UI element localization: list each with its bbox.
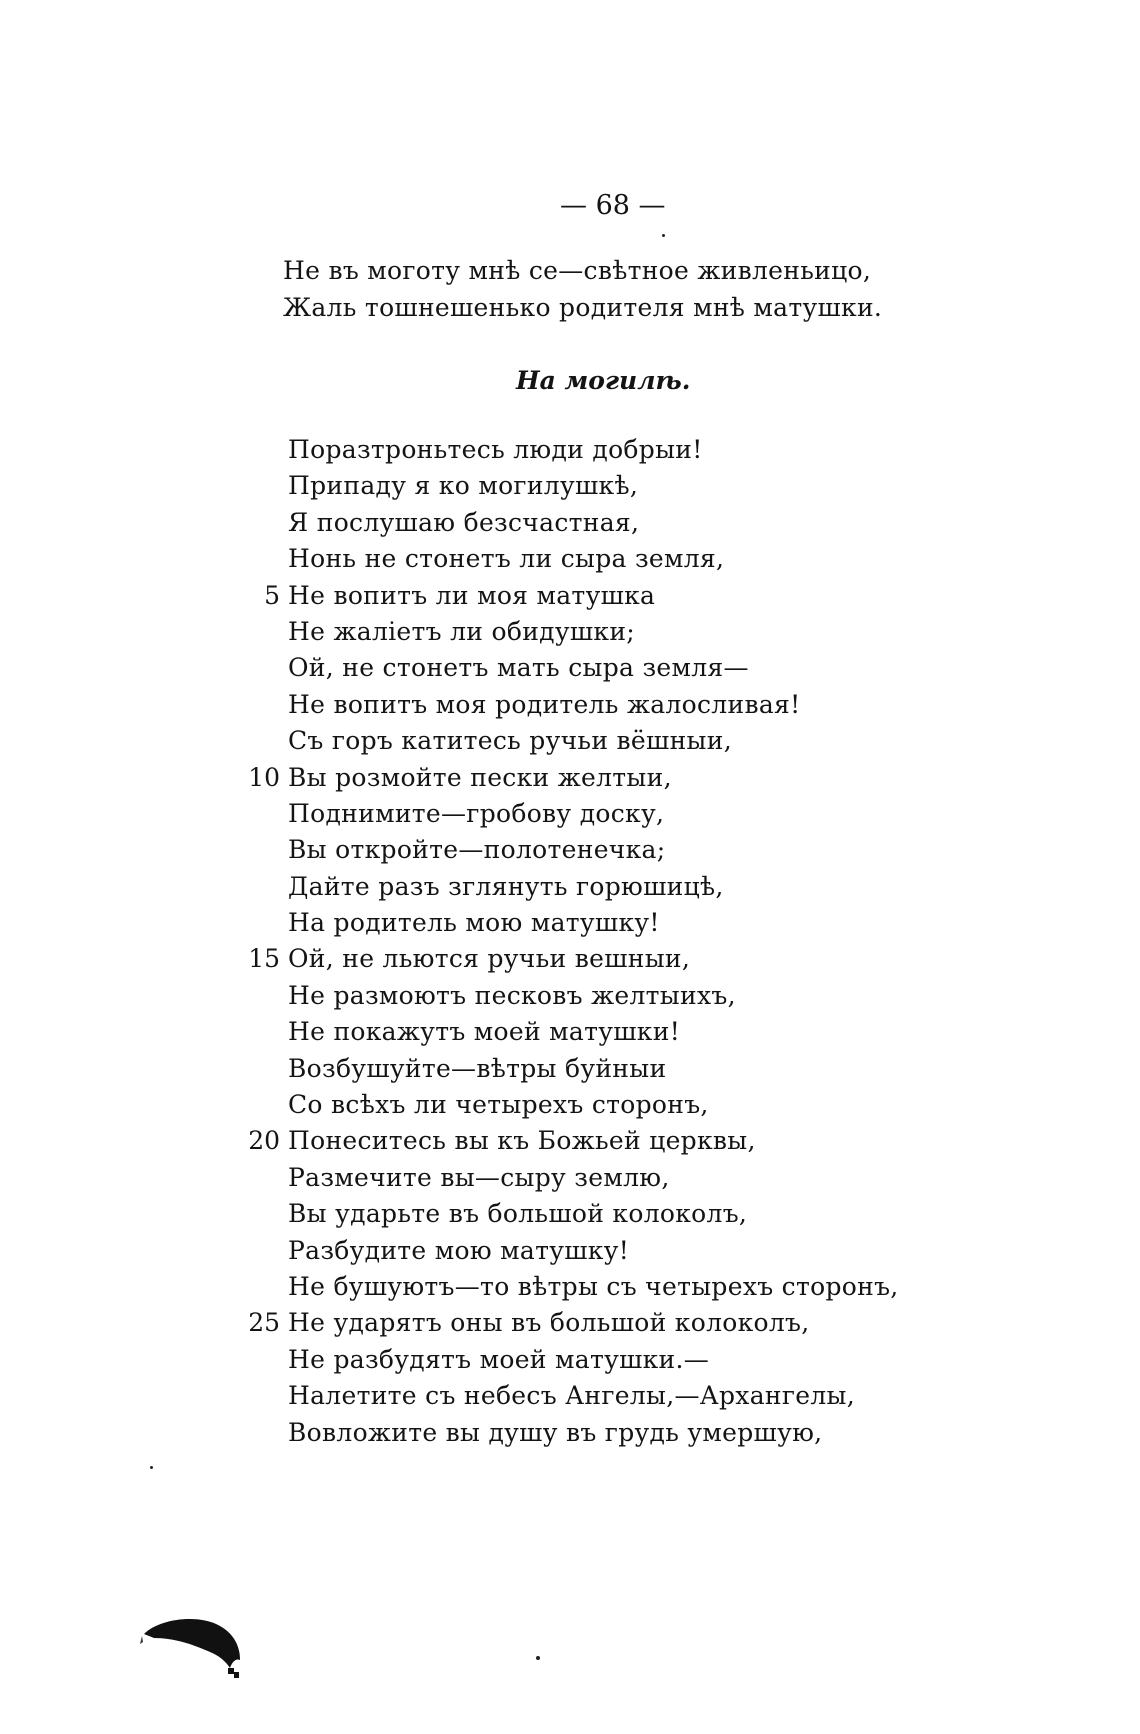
poem-line [0, 1087, 1140, 1123]
poem-line [0, 1305, 1140, 1341]
poem-line [0, 1196, 1140, 1232]
line-text: Разбудите мою матушку! [288, 1235, 630, 1265]
line-text: Не вопитъ ли моя матушка [288, 580, 656, 610]
line-text: Нонь не стонетъ ли сыра земля, [288, 544, 725, 574]
poem-line [0, 1378, 1140, 1414]
intro-line: Жаль тошнешенько родителя мнѣ матушки. [283, 293, 883, 322]
line-text: Размечите вы—сыру землю, [288, 1162, 670, 1192]
line-text: Припаду я ко могилушкѣ, [288, 471, 639, 501]
line-text: Вы ударьте въ большой колоколъ, [288, 1199, 748, 1229]
section-title: На могилѣ. [516, 366, 691, 395]
line-text: Я послушаю безсчастная, [288, 507, 640, 537]
poem-line [0, 1269, 1140, 1305]
line-text: Понеситесь вы къ Божьей церквы, [288, 1126, 756, 1156]
scan-speck [150, 1466, 153, 1469]
line-text: Вовложите вы душу въ грудь умершую, [288, 1417, 823, 1447]
poem-line [0, 578, 1140, 614]
line-text: Со всѣхъ ли четырехъ сторонъ, [288, 1090, 709, 1120]
poem-line [0, 1233, 1140, 1269]
line-text: Не бушуютъ—то вѣтры съ четырехъ сторонъ, [288, 1271, 899, 1301]
line-text: Вы откройте—полотенечка; [288, 835, 666, 865]
poem-line [0, 432, 1140, 468]
line-text: Ой, не льются ручьи вешныи, [288, 944, 691, 974]
line-text: Поразтроньтесь люди добрыи! [288, 435, 703, 464]
line-number: 20 [248, 1126, 280, 1156]
line-text: На родитель мою матушку! [288, 908, 660, 938]
line-text: Съ горъ катитесь ручьи вёшныи, [288, 726, 732, 756]
poem-line [0, 1123, 1140, 1159]
poem-line [0, 869, 1140, 905]
poem-line [0, 1415, 1140, 1451]
line-number: 10 [248, 762, 280, 792]
intro-stanza [283, 252, 882, 326]
ink-blot [140, 1612, 250, 1682]
poem-line [0, 796, 1140, 832]
poem-line [0, 1160, 1140, 1196]
line-text: Ой, не стонетъ мать сыра земля— [288, 653, 749, 683]
line-text: Налетите съ небесъ Ангелы,—Архангелы, [288, 1381, 855, 1411]
line-number: 5 [264, 580, 280, 610]
line-text: Вы розмойте пески желтыи, [288, 762, 672, 792]
line-text: Не размоютъ песковъ желтыихъ, [288, 980, 736, 1010]
poem-line [0, 541, 1140, 577]
poem-line [0, 687, 1140, 723]
poem-line [0, 832, 1140, 868]
poem-line [0, 941, 1140, 977]
poem-line [0, 760, 1140, 796]
poem [0, 432, 1140, 1451]
line-text: Поднимите—гробову доску, [288, 798, 665, 828]
poem-line [0, 1014, 1140, 1050]
poem-line [0, 614, 1140, 650]
poem-line [0, 505, 1140, 541]
poem-line [0, 650, 1140, 686]
line-number: 15 [248, 944, 280, 974]
page-number: — 68 — [560, 190, 666, 221]
line-number: 25 [248, 1308, 280, 1338]
intro-line: Не въ моготу мнѣ се—свѣтное живленьицо, [283, 256, 872, 285]
line-text: Не разбудятъ моей матушки.— [288, 1344, 710, 1374]
poem-line [0, 468, 1140, 504]
poem-line [0, 723, 1140, 759]
poem-line [0, 1051, 1140, 1087]
line-text: Не покажутъ моей матушки! [288, 1017, 681, 1047]
line-text: Дайте разъ зглянуть горюшицѣ, [288, 871, 724, 901]
scan-speck [662, 234, 665, 237]
poem-line [0, 905, 1140, 941]
line-text: Не вопитъ моя родитель жалосливая! [288, 689, 801, 719]
scan-speck [536, 1656, 540, 1660]
poem-line [0, 978, 1140, 1014]
poem-line [0, 1342, 1140, 1378]
line-text: Не ударятъ оны въ большой колоколъ, [288, 1308, 810, 1338]
line-text: Возбушуйте—вѣтры буйныи [288, 1053, 667, 1083]
line-text: Не жаліетъ ли обидушки; [288, 616, 636, 646]
